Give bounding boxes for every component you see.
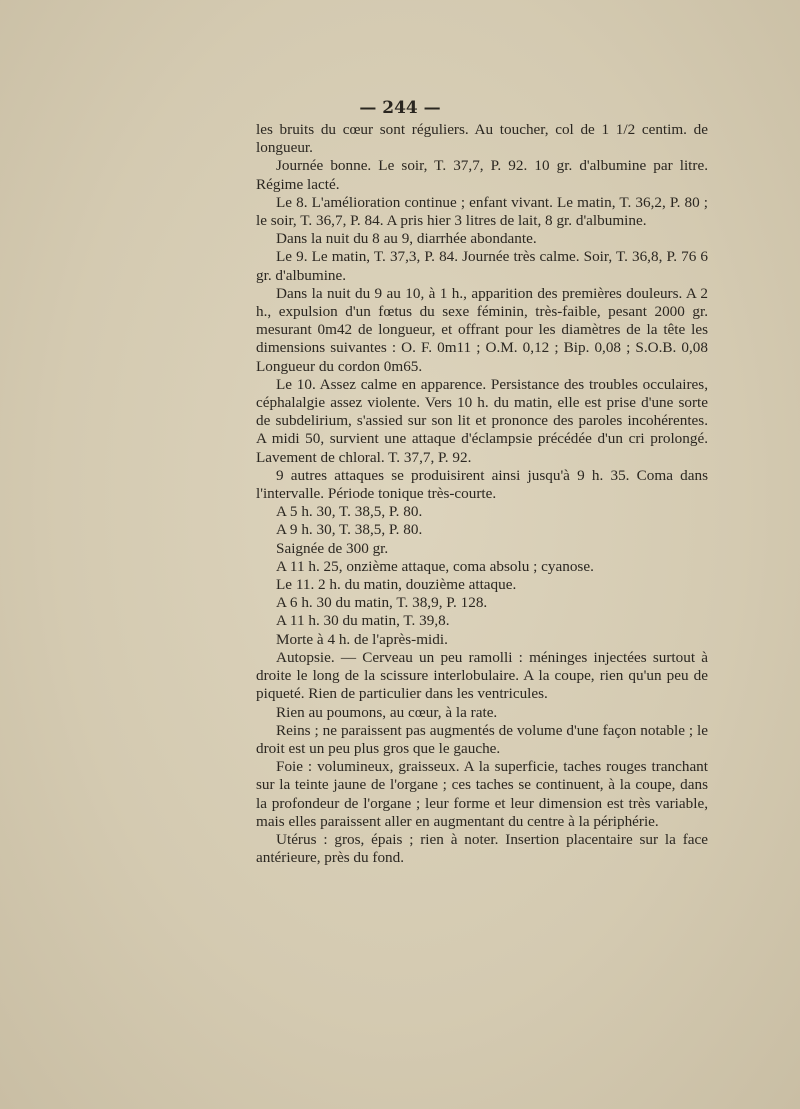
paragraph: Rien au poumons, au cœur, à la rate. [276,703,498,721]
paragraph: Utérus : gros, épais ; rien à noter. Insertion placentaire sur la face antérieure, près du fond. [256,830,708,867]
paragraph: Dans la nuit du 8 au 9, diarrhée abondante. [276,230,537,248]
page-number: — 244 — [359,98,441,118]
paragraph: A 6 h. 30 du matin, T. 38,9, P. 128. [276,594,488,612]
paragraph: A 11 h. 25, onzième attaque, coma absolu ; cyanose. [276,557,594,575]
paragraph: Le 10. Assez calme en apparence. Persistance des troubles occulaires, céphalalgie assez violente. Vers 10 h. du matin, elle est prise d'une sorte de subdelirium, s'assied sur son lit et prononce des paroles incohérentes. A midi 50, survient une attaque d'éclampsie précédée d'un cri prolongé. Lavement de chloral. T. 37,7, P. 92. [256,375,708,466]
paragraph: Reins ; ne paraissent pas augmentés de volume d'une façon notable ; le droit est un peu plus gros que le gauche. [256,721,708,757]
paragraph: Autopsie. — Cerveau un peu ramolli : méninges injectées surtout à droite le long de la scissure interlobulaire. A la coupe, rien qu'un peu de piqueté. Rien de particulier dans les ventricules. [256,648,708,703]
paragraph: Foie : volumineux, graisseux. A la superficie, taches rouges tranchant sur la teinte jaune de l'organe ; ces taches se continuent, à la coupe, dans la profondeur de l'organe ; leur forme et leur dimension est très variable, mais elles paraissent aller en augmentant du centre à la périphérie. [256,758,708,830]
paragraph: Le 11. 2 h. du matin, douzième attaque. [276,576,517,594]
paragraph: A 9 h. 30, T. 38,5, P. 80. [276,521,423,539]
paragraph: 9 autres attaques se produisirent ainsi jusqu'à 9 h. 35. Coma dans l'intervalle. Période tonique très-courte. [256,466,708,503]
body-text [256,121,708,867]
paragraph: les bruits du cœur sont réguliers. Au toucher, col de 1 1/2 centim. de longueur. [256,121,708,157]
paragraph: Saignée de 300 gr. [276,539,389,557]
paragraph: Journée bonne. Le soir, T. 37,7, P. 92. 10 gr. d'albumine par litre. Régime lacté. [256,157,708,193]
paragraph: A 5 h. 30, T. 38,5, P. 80. [276,503,423,521]
paragraph: Le 8. L'amélioration continue ; enfant vivant. Le matin, T. 36,2, P. 80 ; le soir, T. 36,7, P. 84. A pris hier 3 litres de lait, 8 gr. d'albumine. [256,193,708,230]
paragraph: Le 9. Le matin, T. 37,3, P. 84. Journée très calme. Soir, T. 36,8, P. 76 6 gr. d'albumine. [256,248,708,284]
paragraph: Dans la nuit du 9 au 10, à 1 h., apparition des premières douleurs. A 2 h., expulsion d'un fœtus du sexe féminin, très-faible, pesant 2000 gr. mesurant 0m42 de longueur, et offrant pour les diamètres de la tête les dimensions suivantes : O. F. 0m11 ; O.M. 0,12 ; Bip. 0,08 ; S.O.B. 0,08 Longueur du cordon 0m65. [256,284,708,375]
paragraph: A 11 h. 30 du matin, T. 39,8. [276,612,450,630]
paragraph: Morte à 4 h. de l'après-midi. [276,630,448,648]
